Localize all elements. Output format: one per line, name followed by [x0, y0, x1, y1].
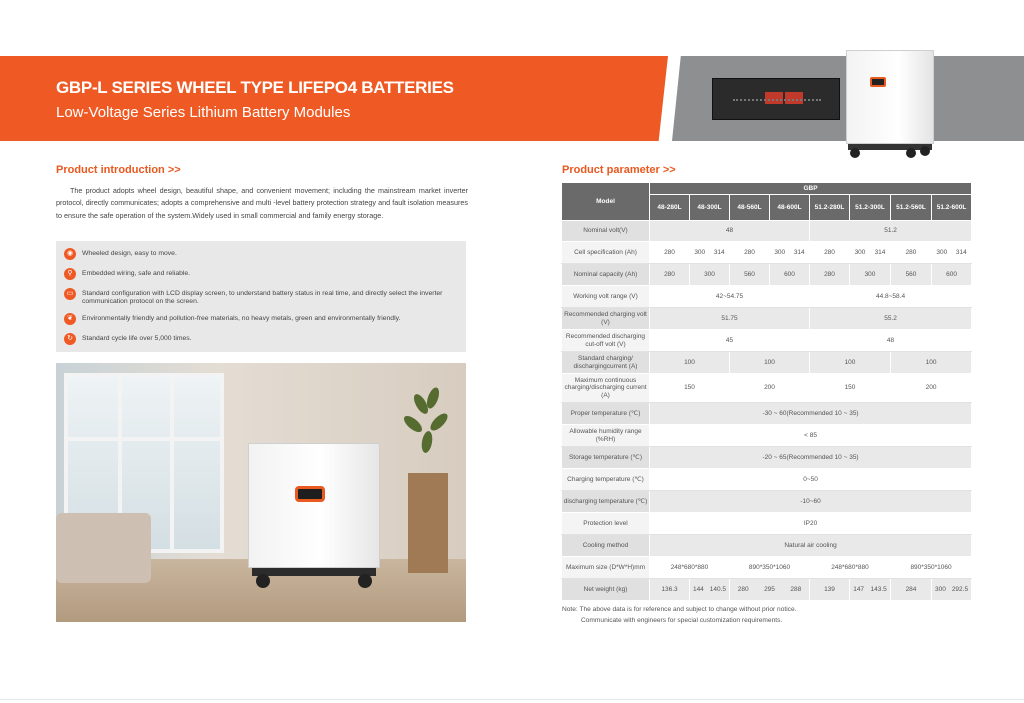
feature-text: Standard cycle life over 5,000 times. [82, 335, 192, 342]
model-name: 51.2-560L [891, 195, 932, 221]
page-subtitle: Low-Voltage Series Lithium Battery Modules [56, 104, 351, 121]
parameter-table [561, 182, 972, 601]
cell: 300 314 [690, 242, 730, 264]
row-label: Cooling method [562, 535, 650, 557]
row-label: Protection level [562, 513, 650, 535]
table-row [562, 221, 972, 242]
table-row [562, 264, 972, 286]
row-label: Recommended charging volt (V) [562, 308, 650, 330]
row-label: Nominal capacity (Ah) [562, 264, 650, 286]
table-row [562, 557, 972, 579]
row-label: Maximum size (D*W*H)mm [562, 557, 650, 579]
cell: 150 [810, 374, 891, 403]
cell: 600 [770, 264, 810, 286]
cell: 144 140.5 [690, 579, 730, 601]
table-row [562, 513, 972, 535]
model-name: 51.2-300L [850, 195, 891, 221]
cell: 0~50 [650, 469, 972, 491]
banner-orange-panel [0, 56, 668, 141]
cell: 560 [891, 264, 932, 286]
cell: 280 [891, 242, 932, 264]
row-label: Working volt range (V) [562, 286, 650, 308]
model-name: 51.2-600L [932, 195, 972, 221]
row-label: Nominal volt(V) [562, 221, 650, 242]
cell: 600 [932, 264, 972, 286]
table-row [562, 352, 972, 374]
cell: 300 314 [770, 242, 810, 264]
cell: 890*350*1060 [891, 557, 972, 579]
lcd-screen-icon: ▭ [64, 288, 76, 300]
cell: 100 [650, 352, 730, 374]
cell: 100 [810, 352, 891, 374]
footnote-line: Note: The above data is for reference and subject to change without prior notice. [562, 606, 797, 613]
table-row [562, 330, 972, 352]
battery-cabinet-image [846, 50, 934, 160]
model-name: 48-600L [770, 195, 810, 221]
bottom-divider [0, 699, 1024, 700]
cell: 147 143.5 [850, 579, 891, 601]
cell: 136.3 [650, 579, 690, 601]
wiring-icon: ⚲ [64, 268, 76, 280]
cell: 300 292.5 [932, 579, 972, 601]
feature-item [64, 288, 466, 306]
row-label: Allowable humidity range (%RH) [562, 425, 650, 447]
row-label: Recommended discharging cut-off volt (V) [562, 330, 650, 352]
cell: IP20 [650, 513, 972, 535]
cell: 48 [810, 330, 972, 352]
feature-item [64, 268, 466, 280]
cell: 280 [650, 242, 690, 264]
product-room-photo [56, 363, 466, 622]
model-name: 51.2-280L [810, 195, 850, 221]
cell: 560 [730, 264, 770, 286]
cell: 248*680*880 [650, 557, 730, 579]
group-header: GBP [650, 183, 972, 195]
table-row [562, 242, 972, 264]
cell: 44.8~58.4 [810, 286, 972, 308]
cell: 280 295 288 [730, 579, 810, 601]
cell: 100 [730, 352, 810, 374]
table-row [562, 491, 972, 513]
table-row [562, 425, 972, 447]
battery-module-image [712, 78, 840, 120]
table-row [562, 535, 972, 557]
feature-item [64, 313, 466, 325]
cell: 139 [810, 579, 850, 601]
cell: Natural air cooling [650, 535, 972, 557]
model-name: 48-560L [730, 195, 770, 221]
cell: 280 [810, 264, 850, 286]
footnote-line: Communicate with engineers for special customization requirements. [581, 617, 783, 624]
table-row [562, 308, 972, 330]
cell: -20 ~ 65(Recommended 10 ~ 35) [650, 447, 972, 469]
cell: 300 [850, 264, 891, 286]
cell: 200 [730, 374, 810, 403]
wheel-icon: ◉ [64, 248, 76, 260]
table-row [562, 447, 972, 469]
row-label: Cell specification (Ah) [562, 242, 650, 264]
model-name: 48-280L [650, 195, 690, 221]
table-row [562, 374, 972, 403]
cell: 300 314 [932, 242, 972, 264]
cell: 280 [730, 242, 770, 264]
cell: -30 ~ 60(Recommended 10 ~ 35) [650, 403, 972, 425]
row-label: Storage temperature (℃) [562, 447, 650, 469]
cell: < 85 [650, 425, 972, 447]
row-label: Proper temperature (℃) [562, 403, 650, 425]
row-label: Standard charging/ dischargingcurrent (A) [562, 352, 650, 374]
cell: 280 [810, 242, 850, 264]
feature-text: Wheeled design, easy to move. [82, 250, 177, 257]
cell: 280 [650, 264, 690, 286]
cell: 51.75 [650, 308, 810, 330]
cell: 150 [650, 374, 730, 403]
table-row [562, 579, 972, 601]
cell: 890*350*1060 [730, 557, 810, 579]
row-label: Charging temperature (℃) [562, 469, 650, 491]
table-row [562, 469, 972, 491]
intro-paragraph: The product adopts wheel design, beautiful shape, and convenient movement; including the mainstream market inverter protocol, directly communicates; adopts a comprehensive and multi -level battery protection strategy and fault isolation measures to ensure the safe operation of the system.Widely used in small commercial and family energy storage. [56, 186, 468, 220]
row-label: Net weight (kg) [562, 579, 650, 601]
cell: 42~54.75 [650, 286, 810, 308]
eco-leaf-icon: ❦ [64, 313, 76, 325]
feature-text: Embedded wiring, safe and reliable. [82, 270, 191, 277]
page-title: GBP-L SERIES WHEEL TYPE LIFEPO4 BATTERIES [56, 78, 454, 97]
cell: 45 [650, 330, 810, 352]
model-name: 48-300L [690, 195, 730, 221]
params-heading: Product parameter >> [562, 164, 676, 176]
feature-item [64, 248, 466, 260]
table-row [562, 403, 972, 425]
table-row [562, 286, 972, 308]
cell: 55.2 [810, 308, 972, 330]
feature-text: Standard configuration with LCD display screen, to understand battery status in real time, and directly select the inverter communication protocol on the screen. [82, 290, 443, 305]
intro-heading: Product introduction >> [56, 164, 181, 176]
cell: 300 [690, 264, 730, 286]
feature-list [56, 241, 466, 352]
row-label: discharging temperature (℃) [562, 491, 650, 513]
cell: 51.2 [810, 221, 972, 242]
cell: 284 [891, 579, 932, 601]
row-label: Maximum continuous charging/discharging current (A) [562, 374, 650, 403]
feature-item [64, 333, 466, 345]
footnote [562, 604, 796, 626]
cell: 200 [891, 374, 972, 403]
cell: 48 [650, 221, 810, 242]
cell: 100 [891, 352, 972, 374]
feature-text: Environmentally friendly and pollution-free materials, no heavy metals, green and environmentally friendly. [82, 315, 401, 322]
cell: 248*680*880 [810, 557, 891, 579]
cell: 300 314 [850, 242, 891, 264]
model-header: Model [562, 183, 650, 221]
cycle-icon: ↻ [64, 333, 76, 345]
cell: -10~60 [650, 491, 972, 513]
